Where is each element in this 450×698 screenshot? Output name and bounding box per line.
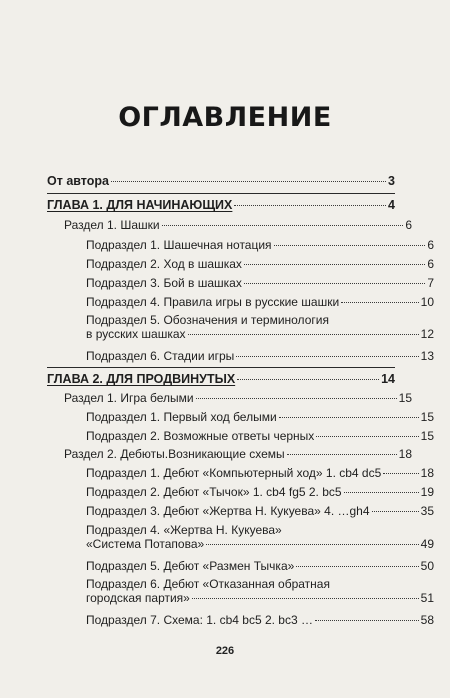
leader-dots [341, 302, 418, 303]
leader-dots [344, 492, 419, 493]
toc-entry-page: 49 [420, 537, 434, 551]
toc-entry-page: 51 [420, 591, 434, 605]
toc-subsection[interactable] [47, 466, 434, 480]
toc-entry-text: Подраздел 3. Бой в шашках [86, 276, 242, 290]
toc-entry-text: Подраздел 1. Шашечная нотация [86, 238, 272, 252]
toc-entry-page: 6 [427, 238, 434, 252]
toc-entry-page: 15 [398, 391, 412, 405]
toc-entry-page: 18 [420, 466, 434, 480]
toc-subsection[interactable] [47, 577, 434, 605]
toc-entry-text: ГЛАВА 2. ДЛЯ ПРОДВИНУТЫХ [47, 372, 236, 386]
toc-entry-text: Раздел 2. Дебюты.Возникающие схемы [64, 447, 285, 461]
toc-entry-text: Подраздел 6. Стадии игры [86, 349, 235, 363]
toc-entry-text: Подраздел 7. Схема: 1. cb4 bc5 2. bc3 … [86, 613, 313, 627]
leader-dots [234, 205, 386, 206]
toc-entry-text: Раздел 1. Шашки [64, 218, 160, 232]
leader-dots [192, 598, 419, 599]
toc-entry-text: Подраздел 3. Дебют «Жертва Н. Кукуева» 4. …gh4 [86, 504, 370, 518]
toc-entry-text: Подраздел 2. Возможные ответы черных [86, 429, 315, 443]
toc-entry-page: 14 [381, 372, 395, 386]
toc-entry-text: Подраздел 1. Дебют «Компьютерный ход» 1. cb4 dc5 [86, 466, 382, 480]
toc-subsection[interactable] [47, 504, 434, 518]
toc-entry-text: Подраздел 5. Дебют «Размен Тычка» [86, 559, 295, 573]
toc-entry-text-cont: городская партия» [86, 591, 190, 605]
toc-entry-text: ГЛАВА 1. ДЛЯ НАЧИНАЮЩИХ [47, 198, 233, 212]
toc-section[interactable] [47, 391, 412, 405]
toc-section[interactable] [47, 218, 412, 232]
toc-entry-text: От автора [47, 174, 109, 188]
toc-entry-page: 15 [420, 429, 434, 443]
leader-dots [196, 398, 397, 399]
toc-entry-page: 18 [398, 447, 412, 461]
leader-dots [316, 436, 418, 437]
toc-entry-text-cont: «Система Потапова» [86, 537, 205, 551]
leader-dots [296, 566, 418, 567]
leader-dots [274, 245, 426, 246]
leader-dots [372, 511, 419, 512]
toc-entry-page: 6 [427, 257, 434, 271]
toc-subsection[interactable] [47, 410, 434, 424]
leader-dots [244, 264, 425, 265]
toc-subsection[interactable] [47, 276, 434, 290]
toc-entry-text-cont: в русских шашках [86, 327, 186, 341]
toc-entry-text: Подраздел 1. Первый ход белыми [86, 410, 277, 424]
separator-line [47, 367, 395, 368]
toc-entry-text: Раздел 1. Игра белыми [64, 391, 194, 405]
leader-dots [111, 181, 386, 182]
toc-chapter-2[interactable] [47, 372, 395, 386]
toc-entry-page: 50 [420, 559, 434, 573]
toc-entry-text: Подраздел 4. «Жертва Н. Кукуева» [86, 523, 282, 537]
toc-entry-page: 15 [420, 410, 434, 424]
toc-subsection[interactable] [47, 429, 434, 443]
toc-subsection[interactable] [47, 238, 434, 252]
toc-entry-page: 6 [405, 218, 412, 232]
leader-dots [236, 356, 418, 357]
toc-section[interactable] [47, 447, 412, 461]
leader-dots [287, 454, 397, 455]
toc-entry-page: 58 [420, 613, 434, 627]
toc-subsection[interactable] [47, 349, 434, 363]
separator-line [47, 193, 395, 194]
toc-entry-text: Подраздел 5. Обозначения и терминология [86, 313, 329, 327]
toc-subsection[interactable] [47, 559, 434, 573]
toc-entry-page: 4 [388, 198, 395, 212]
page-title: ОГЛАВЛЕНИЕ [118, 102, 332, 133]
toc-entry-page: 12 [420, 327, 434, 341]
toc-subsection[interactable] [47, 257, 434, 271]
toc-subsection[interactable] [47, 485, 434, 499]
toc-subsection[interactable] [47, 523, 434, 551]
toc-entry-text: Подраздел 2. Ход в шашках [86, 257, 242, 271]
toc-entry-page: 7 [427, 276, 434, 290]
toc-subsection[interactable] [47, 613, 434, 627]
toc-entry-text: Подраздел 4. Правила игры в русские шашки [86, 295, 340, 309]
toc-subsection[interactable] [47, 313, 434, 341]
leader-dots [244, 283, 425, 284]
toc-entry-text: Подраздел 2. Дебют «Тычок» 1. cb4 fg5 2. bc5 [86, 485, 342, 499]
page-number: 226 [215, 645, 235, 657]
leader-dots [315, 620, 419, 621]
leader-dots [206, 544, 418, 545]
toc-entry-preface[interactable] [47, 174, 395, 188]
leader-dots [279, 417, 419, 418]
toc-entry-page: 3 [388, 174, 395, 188]
toc-entry-page: 10 [420, 295, 434, 309]
toc-subsection[interactable] [47, 295, 434, 309]
leader-dots [237, 379, 379, 380]
toc-chapter-1[interactable] [47, 198, 395, 212]
toc-entry-page: 13 [420, 349, 434, 363]
toc-entry-page: 35 [420, 504, 434, 518]
leader-dots [383, 473, 418, 474]
leader-dots [188, 334, 419, 335]
toc-entry-text: Подраздел 6. Дебют «Отказанная обратная [86, 577, 330, 591]
leader-dots [162, 225, 404, 226]
toc-entry-page: 19 [420, 485, 434, 499]
